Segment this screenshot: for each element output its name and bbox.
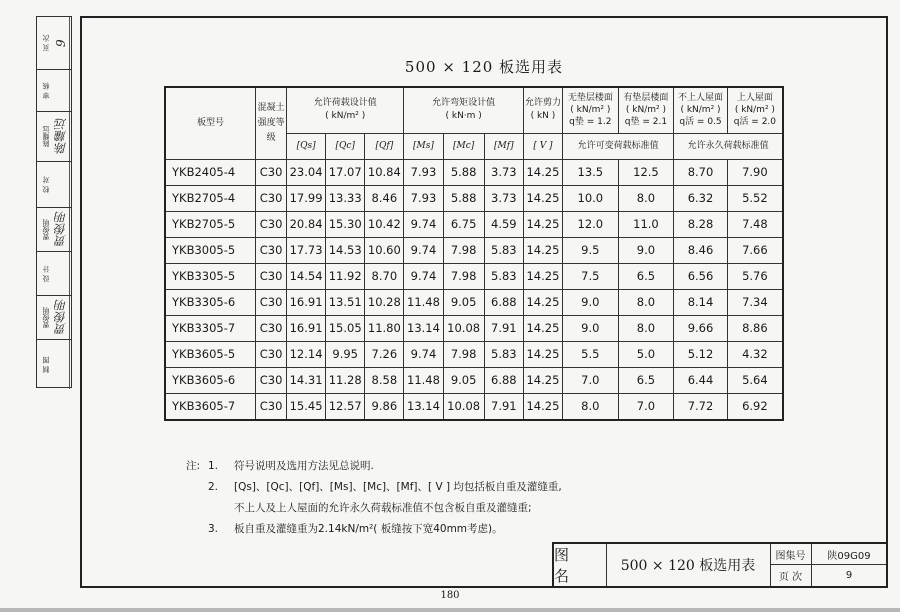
header-no-person-roof [674, 87, 728, 133]
value-cell: 7.91 [484, 315, 523, 341]
note-line [186, 519, 562, 540]
value-cell: 8.0 [618, 289, 674, 315]
value-cell: 9.74 [404, 341, 443, 367]
value-cell: 8.28 [674, 211, 728, 237]
value-cell: 14.25 [523, 185, 562, 211]
value-cell: 9.0 [618, 237, 674, 263]
header-load-unit: ( kN/m² ) [325, 111, 366, 122]
title-block-name: 500 × 120 板选用表 [606, 544, 771, 586]
value-cell: C30 [256, 393, 287, 420]
value-cell: 3.73 [484, 185, 523, 211]
value-cell: 12.57 [326, 393, 365, 420]
value-cell: 6.56 [674, 263, 728, 289]
value-cell: 11.80 [365, 315, 404, 341]
value-cell: 6.5 [618, 367, 674, 393]
value-cell: 5.52 [727, 185, 783, 211]
note-text: 板自重及灌缝重为2.14kN/m²( 板缝按下宽40mm考虑)。 [234, 523, 503, 535]
value-cell: C30 [256, 341, 287, 367]
value-cell: 14.54 [287, 263, 326, 289]
value-cell: 15.45 [287, 393, 326, 420]
note-number: 2. [208, 481, 219, 493]
value-cell: 6.92 [727, 393, 783, 420]
value-cell: 8.0 [618, 185, 674, 211]
value-cell: 4.32 [727, 341, 783, 367]
signature-name [53, 70, 70, 111]
scan-edge [0, 608, 900, 612]
value-cell: 11.48 [404, 289, 443, 315]
value-cell: 8.58 [365, 367, 404, 393]
plate-code-cell: YKB3605-7 [165, 393, 256, 420]
signature-cell [37, 207, 71, 251]
header-no-person-label: 不上人屋面 [678, 93, 724, 104]
value-cell: 7.93 [404, 185, 443, 211]
signature-role: 审 核 [42, 82, 50, 99]
header-sym-qs: [Qs] [287, 133, 326, 159]
value-cell: C30 [256, 159, 287, 185]
header-no-person-q: q活 = 0.5 [679, 117, 722, 128]
value-cell: 7.0 [563, 367, 619, 393]
value-cell: 12.0 [563, 211, 619, 237]
value-cell: 13.5 [563, 159, 619, 185]
value-cell: 11.28 [326, 367, 365, 393]
value-cell: 12.14 [287, 341, 326, 367]
note-number [208, 498, 234, 519]
value-cell: 6.75 [443, 211, 484, 237]
header-load-design [287, 87, 404, 133]
header-layer-q: q垫 = 2.1 [624, 117, 668, 128]
value-cell: 14.53 [326, 237, 365, 263]
signature-cell [37, 295, 71, 339]
page-number: 180 [440, 590, 460, 601]
value-cell: 11.0 [618, 211, 674, 237]
header-sym-qc: [Qc] [326, 133, 365, 159]
value-cell: 4.59 [484, 211, 523, 237]
signature-name [53, 162, 70, 207]
signature-role: 设 计 [42, 265, 50, 282]
value-cell: C30 [256, 367, 287, 393]
value-cell: 9.0 [563, 315, 619, 341]
notes-block [186, 456, 562, 540]
table-row [165, 289, 783, 315]
signature-name: 陈耀远 [53, 112, 70, 161]
notes-heading [186, 519, 208, 540]
header-person-roof [727, 87, 783, 133]
value-cell: 6.44 [674, 367, 728, 393]
value-cell: C30 [256, 289, 287, 315]
signature-role: 贾俊明 [42, 219, 50, 240]
notes-heading: 注: [186, 460, 201, 472]
note-line [186, 477, 562, 498]
table-row [165, 393, 783, 420]
notes-heading [186, 498, 208, 519]
value-cell: 15.05 [326, 315, 365, 341]
value-cell: 8.46 [365, 185, 404, 211]
value-cell: 9.05 [443, 289, 484, 315]
header-shear-label: 允许剪力 [524, 98, 561, 109]
signature-role: 制 图 [42, 356, 50, 373]
header-concrete-grade-label: 混凝土强度等级 [257, 102, 285, 143]
value-cell: 5.64 [727, 367, 783, 393]
value-cell: 14.25 [523, 315, 562, 341]
value-cell: 14.25 [523, 367, 562, 393]
signature-name: 9 [53, 17, 70, 69]
value-cell: 7.48 [727, 211, 783, 237]
signature-name [53, 252, 70, 295]
value-cell: 13.14 [404, 393, 443, 420]
title-block [552, 542, 888, 588]
header-sym-qf: [Qf] [365, 133, 404, 159]
title-block-name-label: 图 名 [554, 544, 607, 586]
value-cell: 9.05 [443, 367, 484, 393]
value-cell: 9.0 [563, 289, 619, 315]
value-cell: 5.76 [727, 263, 783, 289]
value-cell: 5.83 [484, 237, 523, 263]
value-cell: 10.08 [443, 393, 484, 420]
value-cell: 17.99 [287, 185, 326, 211]
value-cell: 7.98 [443, 263, 484, 289]
page-value: 9 [845, 570, 853, 581]
header-sym-ms: [Ms] [404, 133, 443, 159]
value-cell: 5.5 [563, 341, 619, 367]
signature-role: 校 对 [42, 176, 50, 193]
value-cell: 8.70 [674, 159, 728, 185]
value-cell: 7.98 [443, 237, 484, 263]
note-text: [Qs]、[Qc]、[Qf]、[Ms]、[Mc]、[Mf]、[ V ] 均包括板自重及灌缝重, [234, 481, 562, 493]
header-no-person-unit: ( kN/m² ) [680, 105, 721, 116]
signature-name [53, 340, 70, 389]
header-variable-standard: 允许可变荷载标准值 [563, 133, 674, 159]
header-no-layer-floor [563, 87, 619, 133]
value-cell: 9.95 [326, 341, 365, 367]
signature-cell [37, 339, 71, 389]
value-cell: 14.25 [523, 263, 562, 289]
table-row [165, 185, 783, 211]
table-row [165, 263, 783, 289]
value-cell: 14.25 [523, 159, 562, 185]
value-cell: 5.88 [443, 185, 484, 211]
header-plate-type: 板型号 [165, 87, 256, 159]
value-cell: 8.46 [674, 237, 728, 263]
value-cell: 10.60 [365, 237, 404, 263]
header-layer-label: 有垫层楼面 [623, 93, 669, 104]
value-cell: 7.90 [727, 159, 783, 185]
value-cell: 9.66 [674, 315, 728, 341]
signature-role: 页 次 [42, 34, 50, 52]
signature-cell [37, 17, 71, 69]
table-title: 500 × 120 板选用表 [404, 58, 564, 76]
value-cell: 6.32 [674, 185, 728, 211]
value-cell: 15.30 [326, 211, 365, 237]
plate-code-cell: YKB3605-5 [165, 341, 256, 367]
value-cell: 8.0 [618, 315, 674, 341]
header-sym-v: [ V ] [523, 133, 562, 159]
value-cell: 14.25 [523, 289, 562, 315]
value-cell: 8.70 [365, 263, 404, 289]
header-shear-design [523, 87, 562, 133]
value-cell: 5.12 [674, 341, 728, 367]
value-cell: 7.98 [443, 341, 484, 367]
table-row [165, 341, 783, 367]
header-moment-design-label: 允许弯矩设计值 [432, 98, 496, 109]
table-row [165, 315, 783, 341]
value-cell: 9.86 [365, 393, 404, 420]
header-layer-floor [618, 87, 674, 133]
note-line [186, 456, 562, 477]
value-cell: 5.83 [484, 341, 523, 367]
signature-cell [37, 69, 71, 111]
table-body [165, 159, 783, 420]
value-cell: 16.91 [287, 315, 326, 341]
value-cell: 8.0 [563, 393, 619, 420]
value-cell: 10.0 [563, 185, 619, 211]
value-cell: 11.92 [326, 263, 365, 289]
value-cell: 11.48 [404, 367, 443, 393]
value-cell: 6.88 [484, 289, 523, 315]
signature-role: 贾俊明 [42, 307, 50, 328]
signature-name: 贾俊明 [53, 296, 70, 339]
signature-cell [37, 111, 71, 161]
atlas-number-value: 陕09G09 [812, 544, 886, 565]
value-cell: C30 [256, 185, 287, 211]
value-cell: 14.25 [523, 341, 562, 367]
note-number: 1. [208, 460, 219, 472]
value-cell: 7.5 [563, 263, 619, 289]
table-row [165, 367, 783, 393]
value-cell: 6.88 [484, 367, 523, 393]
plate-code-cell: YKB2705-4 [165, 185, 256, 211]
plate-code-cell: YKB3005-5 [165, 237, 256, 263]
value-cell: 7.34 [727, 289, 783, 315]
value-cell: 13.51 [326, 289, 365, 315]
value-cell: 7.26 [365, 341, 404, 367]
header-no-layer-label: 无垫层楼面 [567, 93, 613, 104]
signature-column [36, 16, 72, 388]
header-person-q: q活 = 2.0 [733, 117, 777, 128]
value-cell: C30 [256, 237, 287, 263]
plate-code-cell: YKB2705-5 [165, 211, 256, 237]
table-row [165, 237, 783, 263]
value-cell: 12.5 [618, 159, 674, 185]
value-cell: 20.84 [287, 211, 326, 237]
plate-code-cell: YKB3305-5 [165, 263, 256, 289]
value-cell: 7.91 [484, 393, 523, 420]
value-cell: 10.28 [365, 289, 404, 315]
signature-role: 陈耀远 [42, 126, 50, 147]
value-cell: 7.66 [727, 237, 783, 263]
plate-code-cell: YKB3305-6 [165, 289, 256, 315]
signature-name: 贾俊明 [53, 208, 70, 251]
header-sym-mf: [Mf] [484, 133, 523, 159]
value-cell: C30 [256, 263, 287, 289]
value-cell: 7.93 [404, 159, 443, 185]
header-concrete-grade [256, 87, 287, 159]
value-cell: 9.74 [404, 211, 443, 237]
value-cell: 3.73 [484, 159, 523, 185]
notes-heading [186, 477, 208, 498]
table-row [165, 211, 783, 237]
value-cell: 14.25 [523, 211, 562, 237]
plate-code-cell: YKB3605-6 [165, 367, 256, 393]
value-cell: 16.91 [287, 289, 326, 315]
value-cell: 5.88 [443, 159, 484, 185]
header-no-layer-q: q垫 = 1.2 [569, 117, 612, 128]
value-cell: 14.31 [287, 367, 326, 393]
value-cell: 9.5 [563, 237, 619, 263]
value-cell: 10.84 [365, 159, 404, 185]
value-cell: 7.0 [618, 393, 674, 420]
value-cell: 9.74 [404, 263, 443, 289]
value-cell: 13.33 [326, 185, 365, 211]
note-text: 不上人及上人屋面的允许永久荷载标准值不包含板自重及灌缝重; [234, 502, 532, 514]
plate-code-cell: YKB3305-7 [165, 315, 256, 341]
header-permanent-standard: 允许永久荷载标准值 [674, 133, 783, 159]
page-label: 页 次 [770, 565, 812, 586]
value-cell: 14.25 [523, 393, 562, 420]
value-cell: 8.14 [674, 289, 728, 315]
value-cell: 6.5 [618, 263, 674, 289]
note-text: 符号说明及选用方法见总说明. [234, 460, 374, 472]
header-person-unit: ( kN/m² ) [734, 105, 775, 116]
value-cell: 10.08 [443, 315, 484, 341]
header-moment-design [404, 87, 523, 133]
value-cell: 23.04 [287, 159, 326, 185]
value-cell: 10.42 [365, 211, 404, 237]
note-line [186, 498, 562, 519]
value-cell: 8.86 [727, 315, 783, 341]
header-moment-unit: ( kN·m ) [445, 111, 482, 122]
plate-selection-table [164, 86, 784, 421]
value-cell: 9.74 [404, 237, 443, 263]
value-cell: 17.07 [326, 159, 365, 185]
note-number: 3. [208, 523, 219, 535]
header-shear-unit: ( kN ) [530, 111, 556, 122]
value-cell: 14.25 [523, 237, 562, 263]
header-load-design-label: 允许荷载设计值 [313, 98, 377, 109]
value-cell: 5.0 [618, 341, 674, 367]
signature-cell [37, 161, 71, 207]
table-row [165, 159, 783, 185]
signature-cell [37, 251, 71, 295]
value-cell: C30 [256, 211, 287, 237]
header-no-layer-unit: ( kN/m² ) [570, 105, 611, 116]
value-cell: 13.14 [404, 315, 443, 341]
header-person-label: 上人屋面 [736, 93, 773, 104]
header-sym-mc: [Mc] [443, 133, 484, 159]
plate-code-cell: YKB2405-4 [165, 159, 256, 185]
value-cell: 17.73 [287, 237, 326, 263]
value-cell: C30 [256, 315, 287, 341]
atlas-number-label: 图集号 [770, 544, 812, 565]
header-layer-unit: ( kN/m² ) [625, 105, 666, 116]
value-cell: 5.83 [484, 263, 523, 289]
value-cell: 7.72 [674, 393, 728, 420]
